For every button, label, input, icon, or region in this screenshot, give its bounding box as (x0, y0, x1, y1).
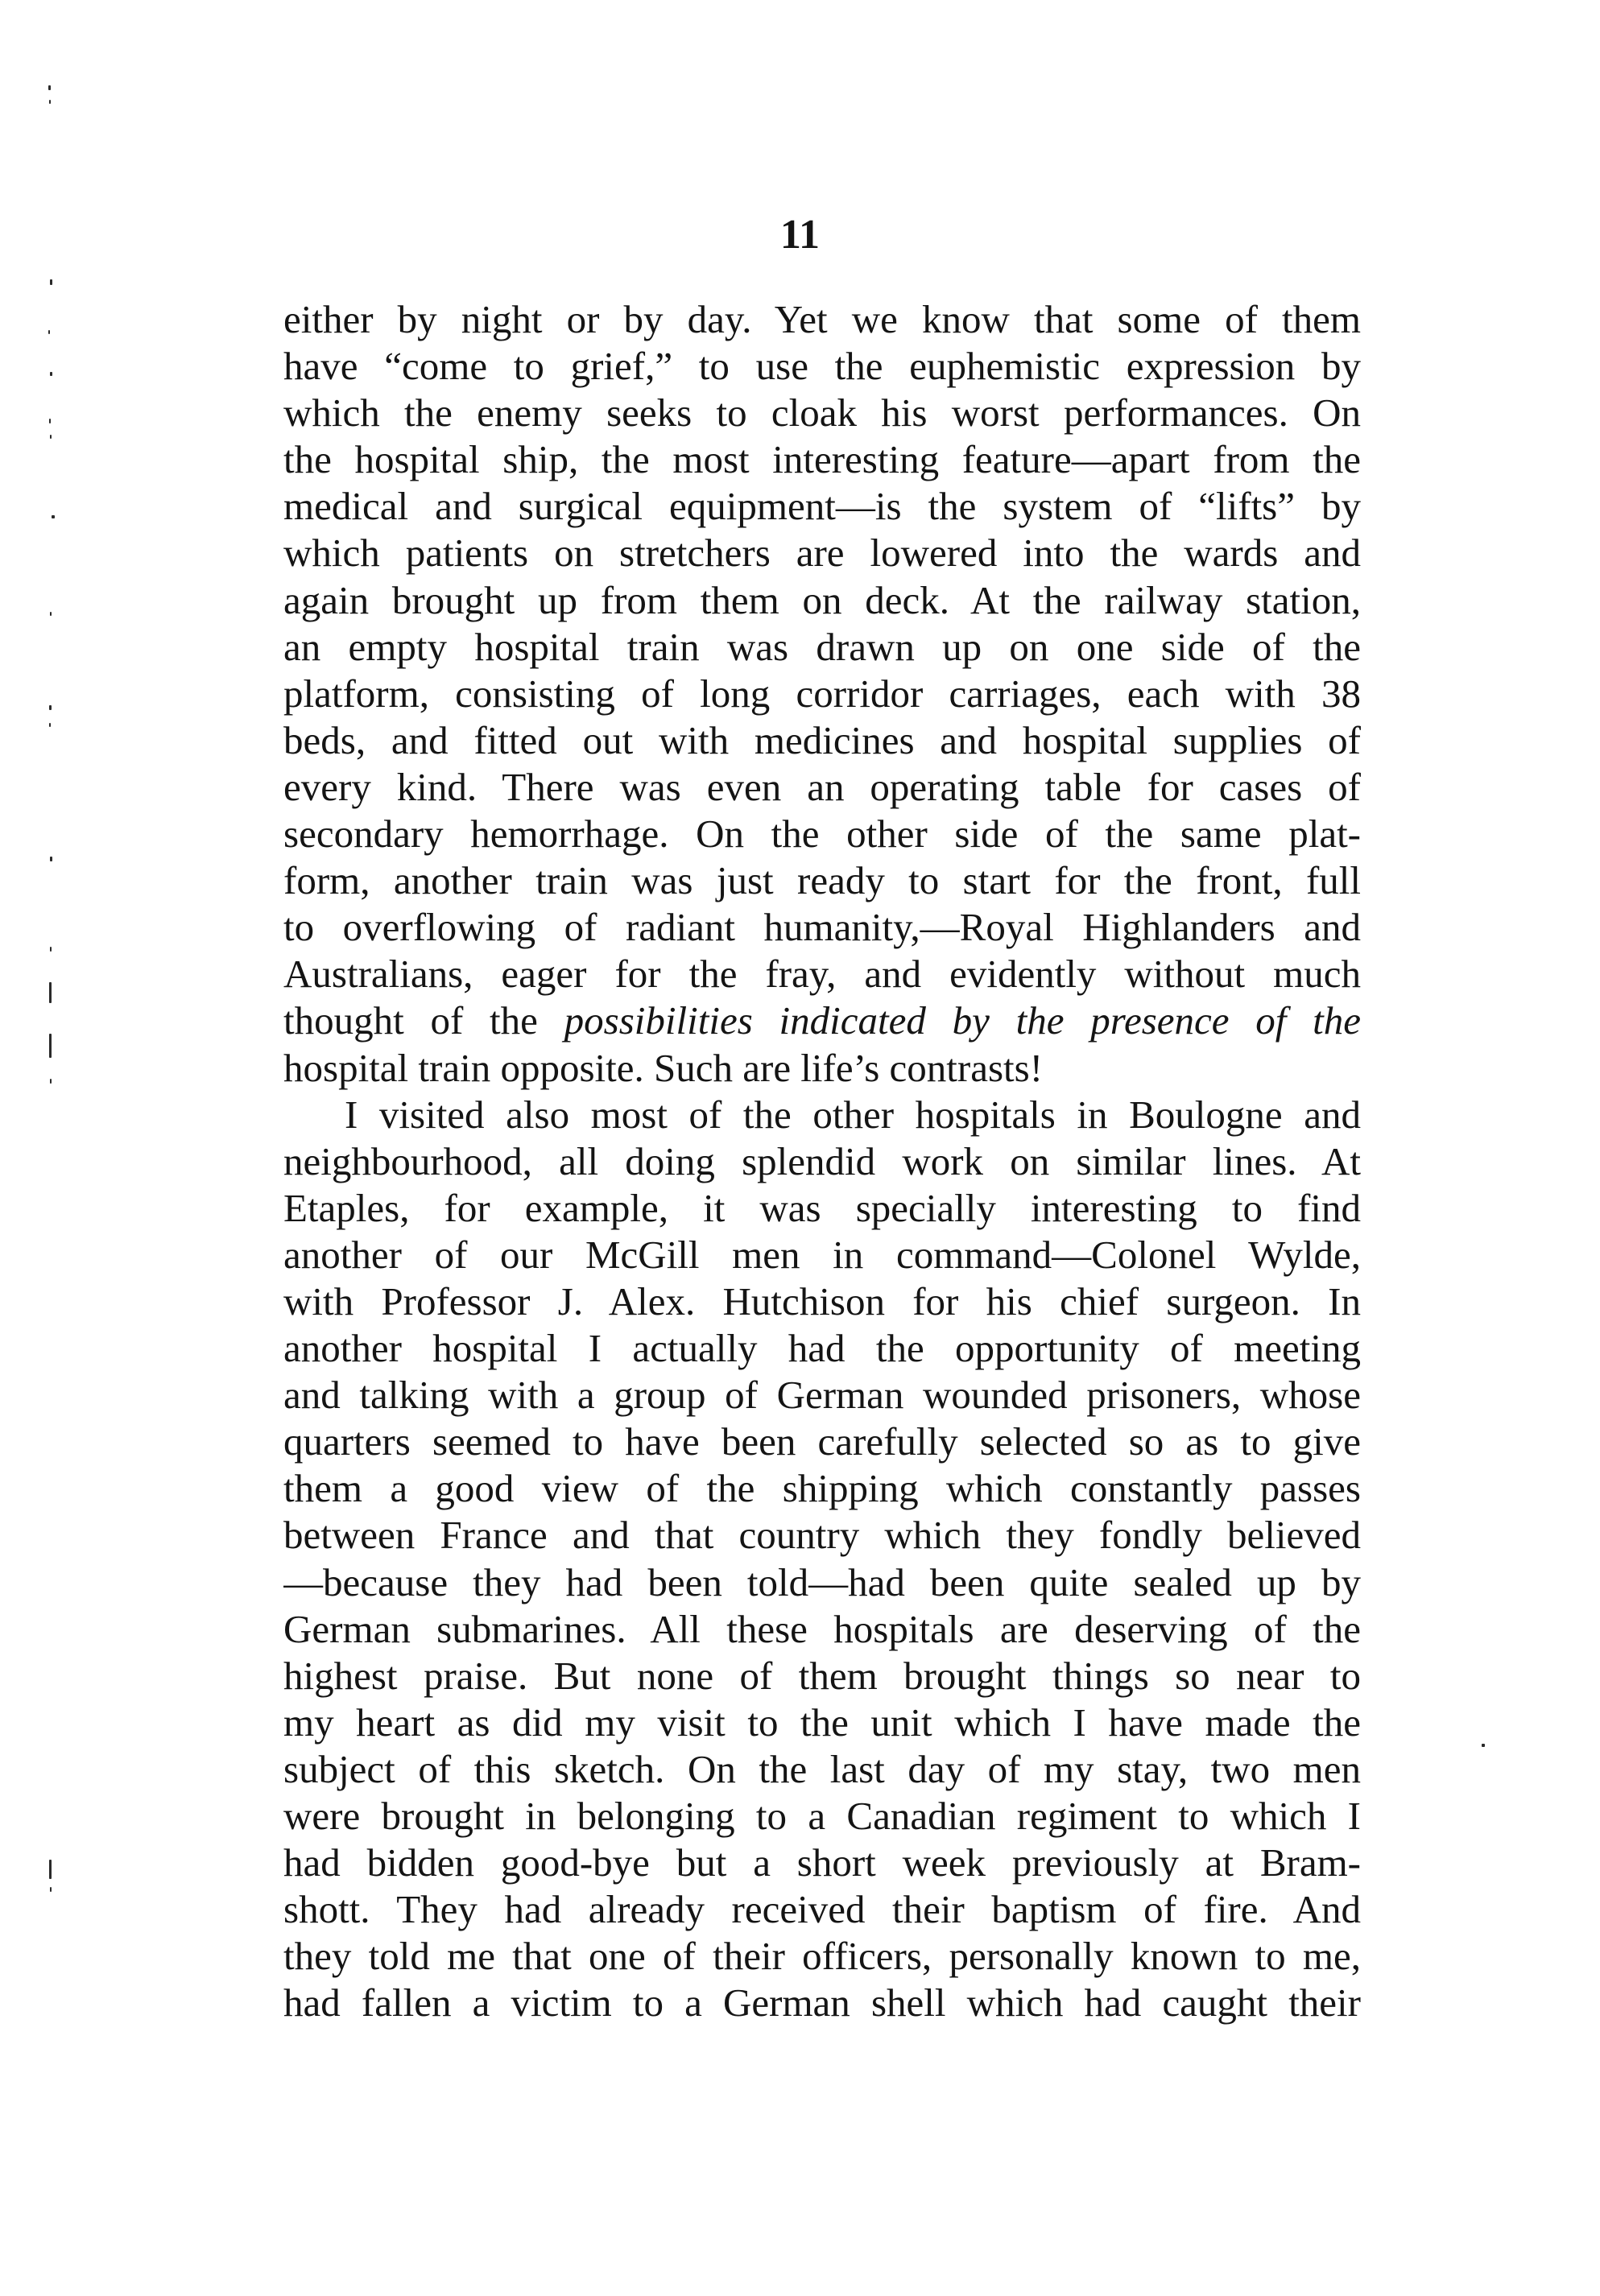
text-line: them a good view of the shipping which constantly passes (283, 1466, 1361, 1511)
scan-speck (50, 1887, 52, 1892)
text-line: shott. They had already received their baptism of fire. And (283, 1887, 1361, 1932)
body-text (283, 296, 1361, 2026)
text-line: Australians, eager for the fray, and evidently without much (283, 952, 1361, 997)
scan-speck (49, 705, 52, 710)
text-line: and talking with a group of German wounded prisoners, whose (283, 1373, 1361, 1418)
text-line: to overflowing of radiant humanity,—Royal Highlanders and (283, 905, 1361, 950)
scan-speck (48, 85, 51, 90)
text-line: secondary hemorrhage. On the other side of the same plat- (283, 811, 1361, 857)
text-line: I visited also most of the other hospitals in Boulogne and (345, 1092, 1361, 1137)
text-line: —because they had been told—had been quite sealed up by (283, 1559, 1361, 1604)
text-line: between France and that country which they fondly believed (283, 1513, 1361, 1558)
scan-speck (49, 1860, 52, 1879)
scan-speck (50, 435, 52, 439)
text-line: platform, consisting of long corridor carriages, each with 38 (283, 671, 1361, 716)
text-line: every kind. There was even an operating table for cases of (283, 764, 1361, 809)
text-line: an empty hospital train was drawn up on one side of the (283, 624, 1361, 669)
text-line: they told me that one of their officers, personally known to me, (283, 1934, 1361, 1979)
text-line: neighbourhood, all doing splendid work on similar lines. At (283, 1138, 1361, 1183)
text-line: which the enemy seeks to cloak his worst performances. On (283, 390, 1361, 436)
scan-speck (49, 419, 51, 423)
scan-speck (1482, 1744, 1485, 1747)
text-line: beds, and fitted out with medicines and hospital supplies of (283, 717, 1361, 762)
text-line: were brought in belonging to a Canadian regiment to which I (283, 1794, 1361, 1838)
scan-speck (50, 857, 52, 861)
text-line: again brought up from them on deck. At the railway station, (283, 577, 1361, 622)
scan-speck (50, 947, 52, 952)
scan-speck (50, 372, 52, 376)
scan-speck (49, 1034, 52, 1058)
text-line: the hospital ship, the most interesting feature—apart from the (283, 437, 1361, 482)
text-line: another hospital I actually had the opportunity of meeting (283, 1326, 1361, 1371)
text-line: my heart as did my visit to the unit which I have made the (283, 1699, 1361, 1745)
scan-speck (49, 982, 52, 1003)
text-line: quarters seemed to have been carefully selected so as to give (283, 1419, 1361, 1464)
text-line: which patients on stretchers are lowered into the wards and (283, 531, 1361, 576)
scan-speck (48, 330, 50, 334)
paragraph (283, 1092, 1361, 2027)
text-line: either by night or by day. Yet we know that some of them (283, 297, 1361, 341)
scan-speck (50, 1079, 52, 1084)
scan-speck (49, 100, 51, 104)
text-line: had bidden good-bye but a short week previously at Bram- (283, 1840, 1361, 1885)
text-line: subject of this sketch. On the last day of my stay, two men (283, 1746, 1361, 1791)
text-line: highest praise. But none of them brought things so near to (283, 1653, 1361, 1698)
scan-speck (52, 515, 55, 518)
text-line: Etaples, for example, it was specially interesting to find (283, 1185, 1361, 1230)
scan-speck (49, 723, 51, 727)
text-line: have “come to grief,” to use the euphemistic expression by (283, 344, 1361, 389)
text-line: German submarines. All these hospitals are deserving of the (283, 1606, 1361, 1651)
text-line: medical and surgical equipment—is the system of “lifts” by (283, 484, 1361, 529)
page-number: 11 (779, 212, 821, 258)
text-line: thought of the possibilities indicated by the presence of the (283, 998, 1361, 1043)
text-line: hospital train opposite. Such are life’s contrasts! (283, 1045, 1044, 1090)
paragraph (283, 296, 1361, 1092)
scan-speck (50, 612, 52, 616)
scan-speck (50, 279, 52, 285)
text-line: another of our McGill men in command—Colonel Wylde, (283, 1232, 1361, 1277)
text-line: with Professor J. Alex. Hutchison for his chief surgeon. In (283, 1278, 1361, 1324)
text-line: had fallen a victim to a German shell which had caught their (283, 1980, 1361, 2026)
text-line: form, another train was just ready to start for the front, full (283, 858, 1361, 903)
